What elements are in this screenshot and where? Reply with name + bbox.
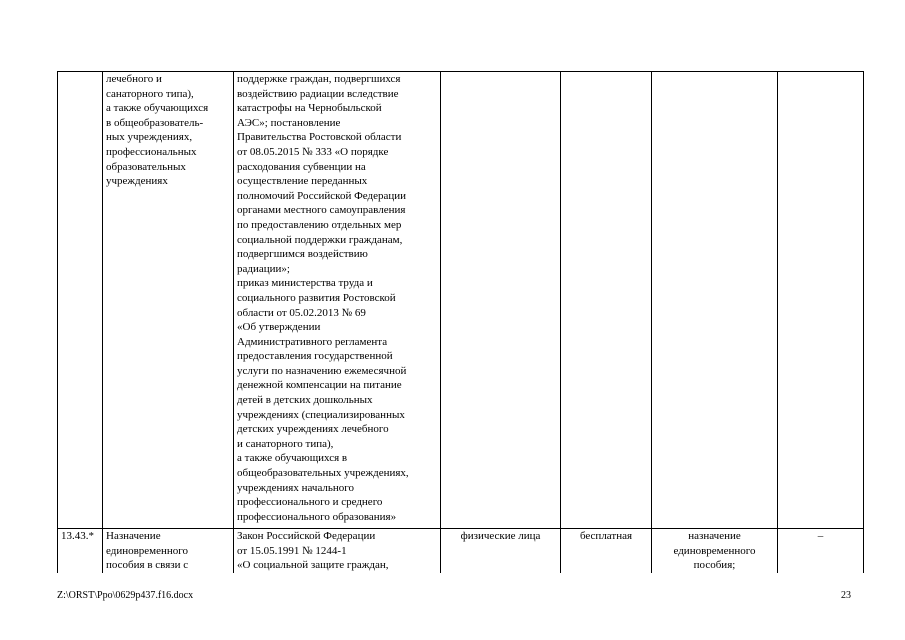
- cell-recipients: физические лица: [441, 529, 561, 573]
- cell-legal-basis: Закон Российской Федерации от 15.05.1991 № 1244-1 «О социальной защите граждан,: [234, 529, 441, 573]
- cell-service-name: Назначение единовременного пособия в связи с: [103, 529, 234, 573]
- footer-file-path: Z:\ORST\Ppo\0629p437.f16.docx: [57, 590, 194, 601]
- cell-number: [58, 72, 103, 529]
- services-table: [57, 71, 864, 573]
- table-row: [58, 529, 864, 573]
- cell-service-name: лечебного и санаторного типа), а также обучающихся в общеобразователь- ных учреждениях, профессиональных образовательных учреждениях: [103, 72, 234, 529]
- table-row: [58, 72, 864, 529]
- cell-number: 13.43.*: [58, 529, 103, 573]
- cell-result: назначение единовременного пособия;: [652, 529, 778, 573]
- cell-cost: бесплатная: [561, 529, 652, 573]
- cell-extra: [778, 72, 864, 529]
- cell-recipients: [441, 72, 561, 529]
- cell-extra: –: [778, 529, 864, 573]
- cell-legal-basis: поддержке граждан, подвергшихся воздействию радиации вследствие катастрофы на Чернобыльской АЭС»; постановление Правительства Ростовской области от 08.05.2015 № 333 «О порядке расходования субвенции на осуществление переданных полномочий Российской Федерации органами местного самоуправления по предоставлению отдельных мер социальной поддержки гражданам, подвергшимся воздействию радиации»; приказ министерства труда и социального развития Ростовской области от 05.02.2013 № 69 «Об утверждении Административного регламента предоставления государственной услуги по назначению ежемесячной денежной компенсации на питание детей в детских дошкольных учреждениях (специализированных детских учреждениях лечебного и санаторного типа), а также обучающихся в общеобразовательных учреждениях, учреждениях начального профессионального и среднего профессионального образования»: [234, 72, 441, 529]
- cell-result: [652, 72, 778, 529]
- cell-cost: [561, 72, 652, 529]
- footer-page-number: 23: [841, 590, 851, 601]
